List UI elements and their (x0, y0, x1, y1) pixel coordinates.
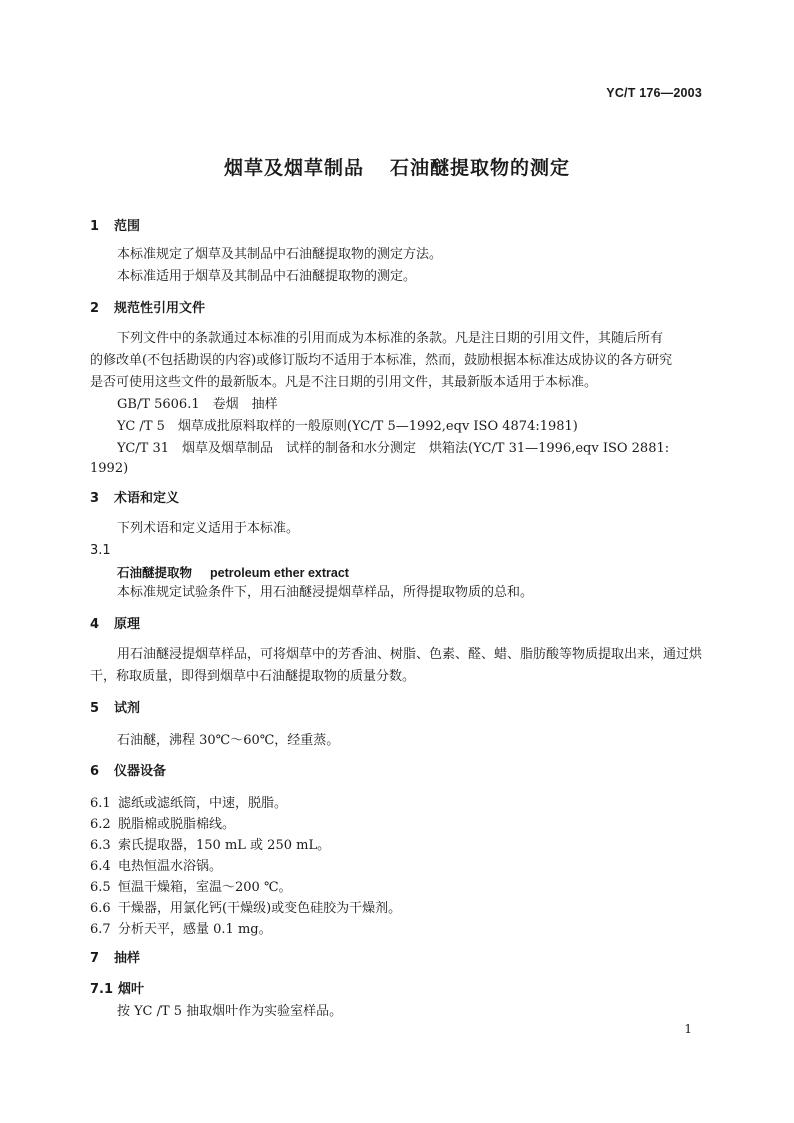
section-5-heading: 5 试剂 (90, 701, 141, 716)
page-number: 1 (684, 1022, 692, 1036)
section-7-heading: 7 抽样 (90, 951, 141, 966)
section-3-paragraph: 下列术语和定义适用于本标准。 (117, 521, 300, 536)
equipment-item: 6.7 分析天平，感量 0.1 mg。 (90, 922, 272, 937)
section-1-paragraph-1: 本标准规定了烟草及其制品中石油醚提取物的测定方法。 (117, 247, 443, 262)
section-7-paragraph: 按 YC /T 5 抽取烟叶作为实验室样品。 (117, 1004, 343, 1019)
section-2-heading: 2 规范性引用文件 (90, 301, 206, 316)
section-2-line-3: 是否可使用这些文件的最新版本。凡是不注日期的引用文件，其最新版本适用于本标准。 (90, 375, 598, 390)
section-1-paragraph-2: 本标准适用于烟草及其制品中石油醚提取物的测定。 (117, 269, 417, 284)
section-4-line-1: 用石油醚浸提烟草样品，可将烟草中的芳香油、树脂、色素、醛、蜡、脂肪酸等物质提取出来，通过烘 (117, 647, 703, 662)
equipment-item: 6.3 索氏提取器，150 mL 或 250 mL。 (90, 838, 331, 853)
equipment-item: 6.4 电热恒温水浴锅。 (90, 859, 223, 874)
term-english: petroleum ether extract (210, 566, 349, 580)
section-2-line-1: 下列文件中的条款通过本标准的引用而成为本标准的条款。凡是注日期的引用文件，其随后所有 (117, 331, 664, 346)
section-1-heading: 1 范围 (90, 219, 141, 234)
section-3-heading: 3 术语和定义 (90, 491, 180, 506)
equipment-item: 6.5 恒温干燥箱，室温～200 ℃。 (90, 880, 292, 895)
reference-yc-t-5: YC /T 5 烟草成批原料取样的一般原则(YC/T 5—1992,eqv ISO 4874:1981) (117, 419, 578, 434)
equipment-item: 6.2 脱脂棉或脱脂棉线。 (90, 817, 236, 832)
equipment-item: 6.6 干燥器，用氯化钙(干燥级)或变色硅胶为干燥剂。 (90, 901, 402, 916)
section-6-heading: 6 仪器设备 (90, 764, 167, 779)
reference-yc-t-31-cont: 1992) (90, 461, 129, 476)
section-5-paragraph: 石油醚，沸程 30℃～60℃，经重蒸。 (117, 733, 340, 748)
term-entry (117, 564, 349, 582)
reference-yc-t-31: YC/T 31 烟草及烟草制品 试样的制备和水分测定 烘箱法(YC/T 31—1996,eqv ISO 2881: (117, 441, 670, 456)
document-title (0, 153, 794, 180)
subsection-7-1-heading: 7.1 烟叶 (90, 982, 145, 997)
standard-code: YC/T 176—2003 (606, 86, 702, 100)
title-part-1: 烟草及烟草制品 (223, 157, 364, 179)
equipment-item: 6.1 滤纸或滤纸筒，中速，脱脂。 (90, 796, 288, 811)
term-definition: 本标准规定试验条件下，用石油醚浸提烟草样品，所得提取物质的总和。 (117, 585, 534, 600)
title-part-2: 石油醚提取物的测定 (390, 157, 571, 179)
term-chinese: 石油醚提取物 (117, 565, 193, 580)
section-4-heading: 4 原理 (90, 617, 141, 632)
reference-gb-t-5606: GB/T 5606.1 卷烟 抽样 (117, 397, 278, 412)
section-2-line-2: 的修改单(不包括勘误的内容)或修订版均不适用于本标准，然而，鼓励根据本标准达成协议的各方研究 (90, 353, 673, 368)
subsection-3-1-number: 3.1 (90, 543, 111, 558)
section-4-line-2: 干，称取质量，即得到烟草中石油醚提取物的质量分数。 (90, 669, 416, 684)
